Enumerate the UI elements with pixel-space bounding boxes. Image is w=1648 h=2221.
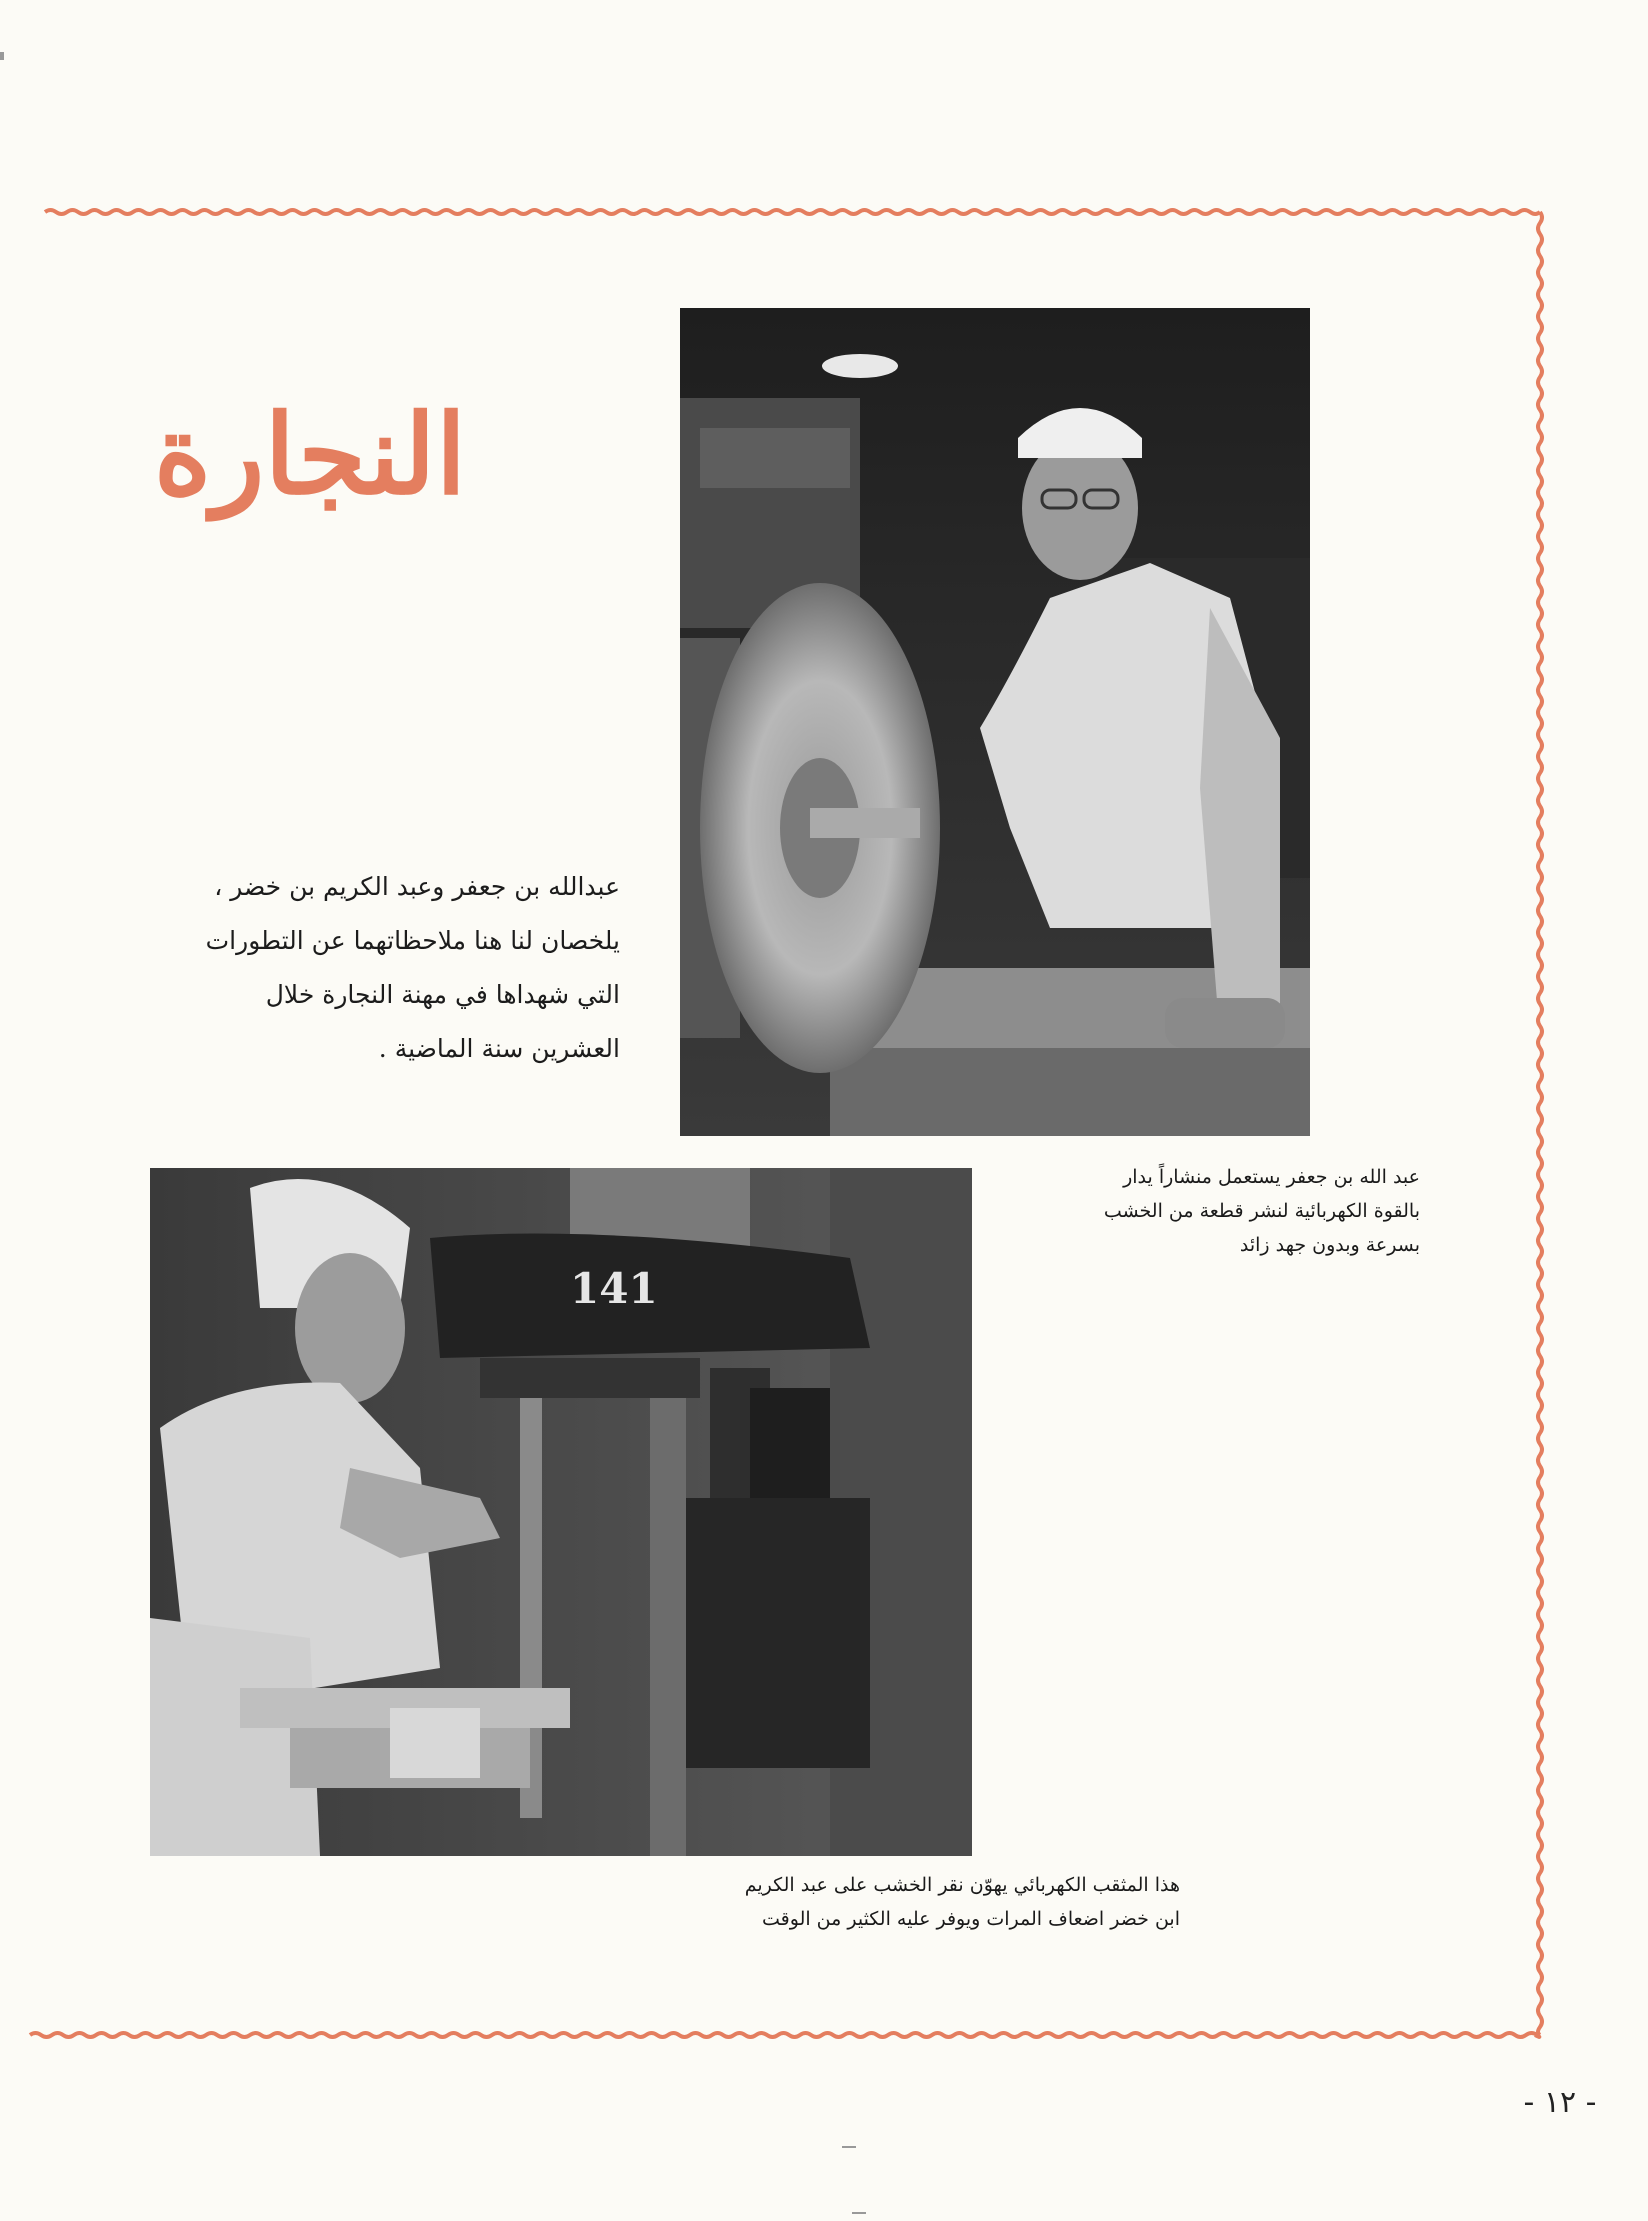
caption-line: بالقوة الكهربائية لنشر قطعة من الخشب <box>1103 1200 1420 1222</box>
intro-line: التي شهداها في مهنة النجارة خلال <box>265 980 620 1009</box>
photo-drill-image <box>150 1168 972 1856</box>
page-title: النجارة <box>153 390 467 519</box>
intro-line: يلخصان لنا هنا ملاحظاتهما عن التطورات <box>205 926 620 955</box>
photo-saw-caption <box>1030 1160 1420 1262</box>
caption-line: عبد الله بن جعفر يستعمل منشاراً يدار <box>1123 1166 1420 1188</box>
caption-line: هذا المثقب الكهربائي يهوّن نقر الخشب على عبد الكريم <box>744 1874 1180 1896</box>
machine-number-label <box>570 1264 658 1313</box>
page-number: - ١٢ - <box>1523 2085 1597 2120</box>
photo-drill-press <box>150 1168 972 1856</box>
scan-speck <box>842 2146 856 2148</box>
intro-paragraph <box>130 860 620 1076</box>
photo-saw <box>680 308 1310 1136</box>
intro-line: العشرين سنة الماضية . <box>378 1034 620 1063</box>
scan-speck <box>852 2212 866 2214</box>
photo-drill-caption <box>680 1868 1180 1936</box>
scan-speck <box>0 52 4 60</box>
photo-saw-image <box>680 308 1310 1136</box>
machine-number: 141 <box>570 1264 658 1313</box>
caption-line: بسرعة وبدون جهد زائد <box>1239 1234 1420 1256</box>
intro-line: عبدالله بن جعفر وعبد الكريم بن خضر ، <box>214 872 620 901</box>
caption-line: ابن خضر اضعاف المرات ويوفر عليه الكثير من الوقت <box>762 1908 1180 1930</box>
